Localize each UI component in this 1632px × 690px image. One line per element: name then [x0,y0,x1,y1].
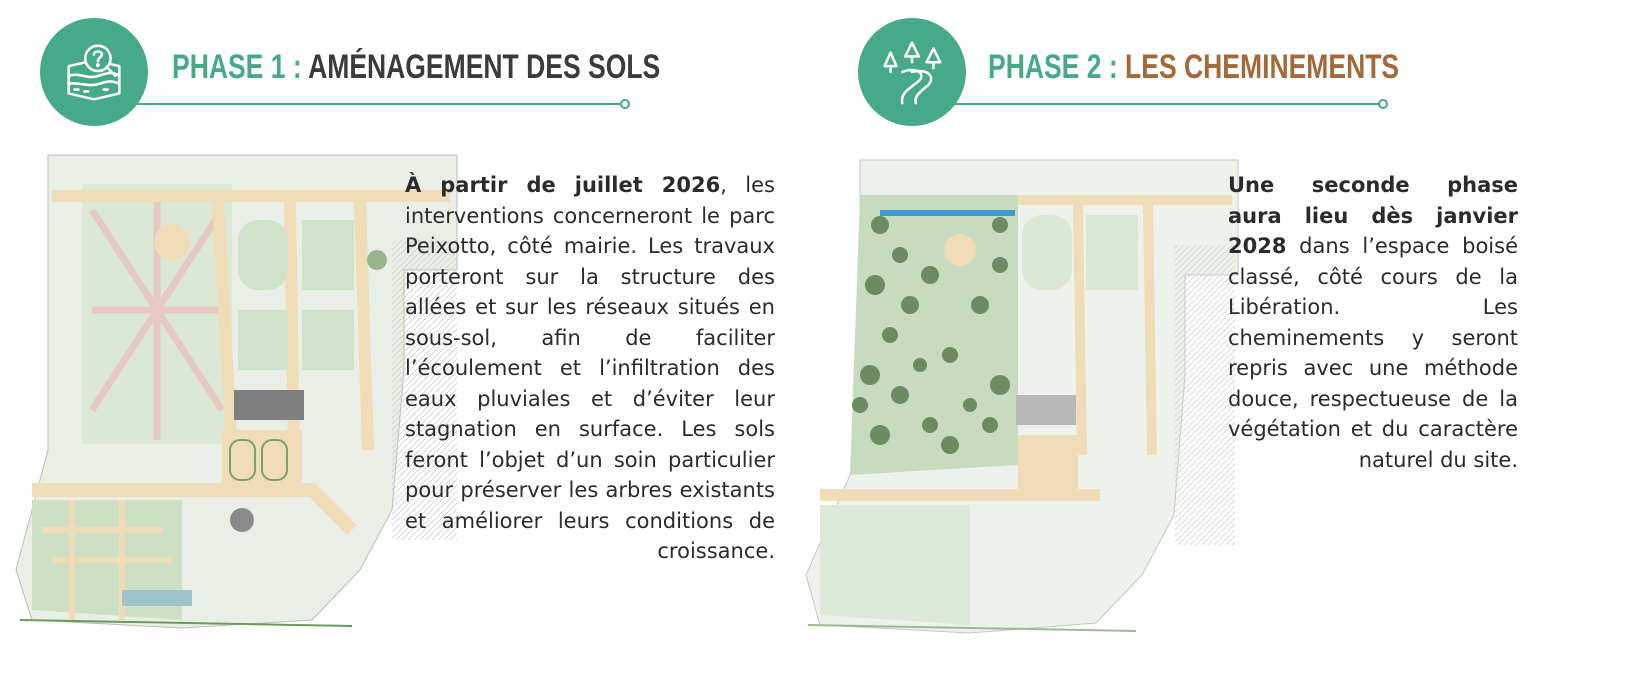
phase2-title-prefix: PHASE 2 : [988,48,1126,86]
phase2-title [988,48,1399,87]
phase1-rule-end [620,99,630,109]
phase1-site-plan [12,150,462,640]
phase2-date-bold: Une seconde phase aura lieu dès janvier 2028 [1228,173,1518,258]
phase2-badge [858,18,966,126]
phase1-title-main: AMÉNAGEMENT DES SOLS [308,48,661,86]
phase2-body: dans l’espace boisé classé, côté cours de la Libération. Les cheminements y seront repris avec une méthode douce, respectueuse de la végétation et du caractère naturel du site. [1228,234,1518,472]
forest-path-icon [873,33,951,111]
phase1-rule [126,103,624,105]
phase2-paragraph [1228,170,1518,475]
phase1-paragraph [405,170,775,567]
phase2-rule-end [1378,99,1388,109]
phase1-title-prefix: PHASE 1 : [172,48,309,86]
phase1-title [172,48,660,87]
phase1-body: , les interventions concerneront le parc Peixotto, côté mairie. Les travaux porteront sur la structure des allées et sur les réseaux situés en sous-sol, afin de faciliter l’écoulement et l’infiltration des eaux pluviales et d’éviter leur stagnation en surface. Les sols feront l’objet d’un soin particulier pour préserver les arbres existants et améliorer leurs conditions de croissance. [405,173,775,563]
phase2-title-main: LES CHEMINEMENTS [1125,48,1400,86]
phase2-site-plan [800,155,1240,640]
soil-question-icon [55,33,133,111]
phase1-date-bold: À partir de juillet 2026 [405,173,721,197]
phase1-badge [40,18,148,126]
phase2-rule [944,103,1382,105]
